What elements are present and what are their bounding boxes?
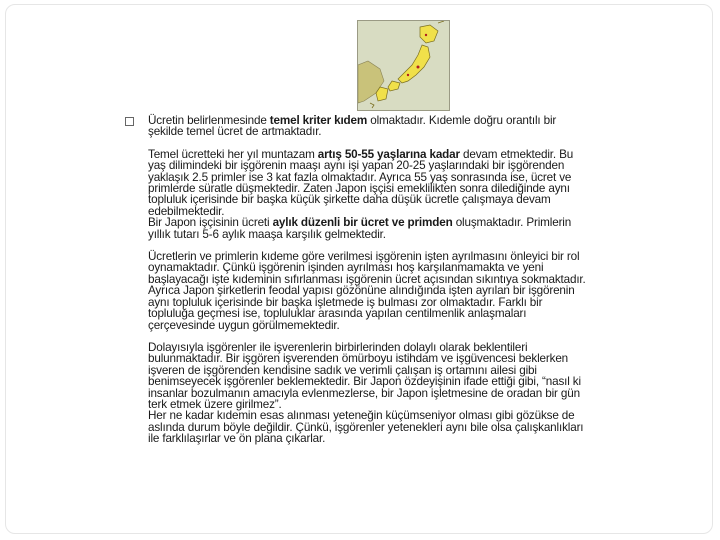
japan-map-icon bbox=[357, 20, 450, 111]
slide-content bbox=[148, 115, 693, 456]
paragraph-3: Bir Japon işçisinin ücreti aylık düzenli bir ücret ve primden oluşmaktadır. Primlerin yıllık tutarı 5-6 aylık maaşa karşılık gelmektedir. bbox=[148, 216, 572, 241]
paragraph-2: Temel ücretteki her yıl muntazam artış 50-55 yaşlarına kadar devam etmektedir. Bu yaş dilimindeki bir işgörenin maaşı aynı işi yapan 20-25 yaşlarındaki bir işgörenden yaklaşık 2.5 primler ise 3 kat fazla olmaktadır. Ayrıca 55 yaş sonrasında ise, ücret ve primlerde süratle düşmektedir. Zaten Japon işçisi emeklilikten sonra dilediğinde aynı topluluk içerisinde bir başka küçük şirkette daha düşük ücretle çalışmaya devam edebilmektedir. bbox=[148, 147, 574, 218]
bullet-marker bbox=[125, 117, 134, 126]
paragraph-4: Ücretlerin ve primlerin kıdeme göre verilmesi işgörenin işten ayrılmasını önleyici bir rol oynamaktadır. Çünkü işgörenin işinden ayrılması hoş karşılanmamakta ve yeni başlayacağı işte kıdeminin sıfırlanması işgörenin ücret açısından sıkıntıya sokmaktadır. Ayrıca Japon şirketlerin feodal yapısı gözönüne alındığında işten ayrılan bir işgörenin aynı topluluk içerisinde bir başka işletmede iş bulması zor olmaktadır. Farklı bir topluluğa geçmesi ise, topluluklar arasında yapılan centilmenlik anlaşmaları çerçevesinde uygun görülmemektedir. bbox=[148, 250, 586, 332]
paragraph-1: Ücretin belirlenmesinde temel kriter kıdem olmaktadır. Kıdemle doğru orantılı bir şekilde temel ücret de artmaktadır. bbox=[148, 114, 557, 139]
paragraph-5: Dolayısıyla işgörenler ile işverenlerin birbirlerinden dolaylı olarak beklentileri bulunmaktadır. Bir işgören işverenden ömürboyu istihdam ve işgüvencesi beklerken işveren de işgörenden kendisine sadık ve verimli çalışan iş ortamını ailesi gibi benimseyecek işgörenler beklemektedir. Bir Japon özdeyişinin ifade ettiği gibi, “nasıl ki insanlar bozulmanın amacıyla evlenmezlerse, bir Japon işletmesine de oradan bir gün terk etmek üzere girilmez”. bbox=[148, 340, 581, 411]
paragraph-6: Her ne kadar kıdemin esas alınması yeteneğin küçümseniyor olması gibi gözükse de aslında durum böyle değildir. Çünkü, işgörenler yetenekleri aynı bile olsa çalışkanlıkları ile farklılaşırlar ve ön plana çıkarlar. bbox=[148, 409, 584, 446]
